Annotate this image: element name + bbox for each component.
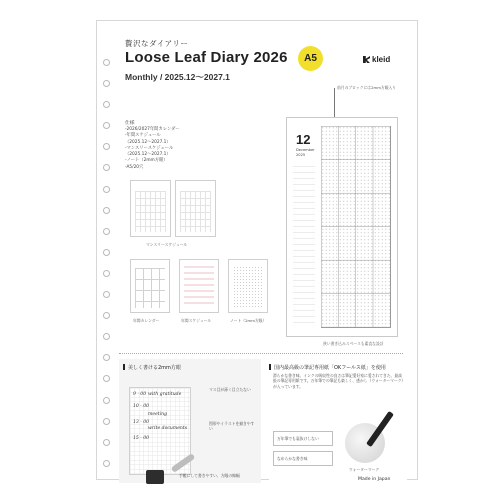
yearly-calendar-blocks bbox=[135, 268, 165, 308]
spec-list bbox=[125, 127, 235, 171]
binder-hole bbox=[103, 375, 110, 382]
binder-hole bbox=[103, 354, 110, 361]
spec-item: （2025.12〜2027.1） bbox=[125, 139, 171, 145]
binder-holes bbox=[103, 59, 110, 467]
paper-feature-box: 万年筆でも裏抜けしない bbox=[273, 431, 333, 446]
paper-feature-title: 国内最高級の筆記専用紙「OKフールス紙」を使用 bbox=[274, 365, 386, 371]
pen-icon bbox=[171, 453, 196, 473]
panel-title-marker bbox=[123, 364, 125, 370]
product-subtitle: Monthly / 2025.12〜2027.1 bbox=[125, 72, 230, 82]
handwriting-line: 9 · 00 bbox=[133, 392, 147, 397]
section-divider bbox=[119, 353, 403, 354]
handwriting-line: 15 · 00 bbox=[133, 436, 150, 441]
calendar-month-name: December bbox=[296, 148, 315, 152]
calendar-week-grid bbox=[321, 126, 391, 328]
binder-hole bbox=[103, 312, 110, 319]
monthly-page-thumbnail-right bbox=[175, 180, 216, 237]
binder-hole bbox=[103, 270, 110, 277]
binder-hole bbox=[103, 186, 110, 193]
binder-hole bbox=[103, 460, 110, 467]
handwriting-sample bbox=[129, 387, 191, 475]
binder-hole bbox=[103, 397, 110, 404]
spec-item: -マンスリースケジュール bbox=[125, 145, 174, 151]
monthly-thumbnail-label: マンスリースケジュール bbox=[146, 242, 188, 247]
binder-hole bbox=[103, 164, 110, 171]
binder-hole bbox=[103, 143, 110, 150]
grid-feature-panel bbox=[119, 359, 261, 483]
binder-hole bbox=[103, 80, 110, 87]
grid-feature-note: マス目が薄く目立たない bbox=[209, 387, 251, 392]
binder-hole bbox=[103, 228, 110, 235]
notes-dot-grid bbox=[233, 266, 263, 308]
binder-hole bbox=[103, 291, 110, 298]
spec-item: -年間スケジュール bbox=[125, 133, 161, 139]
handwriting-line: write documents bbox=[148, 426, 188, 431]
watermark-label: ウォーターマーク bbox=[349, 467, 380, 472]
yearly-schedule-label: 年間スケジュール bbox=[181, 318, 212, 323]
monthly-grid bbox=[180, 191, 211, 232]
binder-hole bbox=[103, 207, 110, 214]
yearly-calendar-label: 年間カレンダー bbox=[133, 318, 160, 323]
binder-hole bbox=[103, 333, 110, 340]
spec-item: （2025.12〜2027.1） bbox=[125, 152, 171, 158]
callout-grid-note: 前月のブロックには2mm方眼入り bbox=[337, 85, 397, 90]
calendar-month-number: 12 bbox=[296, 132, 311, 147]
monthly-page-preview bbox=[286, 117, 398, 337]
spec-item: -A5/20穴 bbox=[125, 164, 144, 170]
grid-feature-note: 図形やイラストを描きやすい bbox=[209, 421, 255, 432]
paper-feature-panel bbox=[269, 359, 407, 483]
handwriting-line: 13 · 00 bbox=[133, 420, 150, 425]
panel-title-marker bbox=[269, 364, 271, 370]
spec-heading: 仕様 bbox=[125, 121, 135, 126]
handwriting-line: meeting bbox=[148, 412, 168, 417]
calendar-year: 2025 bbox=[296, 153, 306, 157]
paper-description: 滑らかな書き味、インクの吸収性の良さは筆記愛好家に愛されてきた、最高級の筆記専用紙です。万年筆での筆記も楽しく、透かし（ウォーターマーク）が入っています。 bbox=[273, 373, 404, 389]
product-title: Loose Leaf Diary 2026 bbox=[125, 49, 288, 66]
binder-hole bbox=[103, 59, 110, 66]
grid-feature-title: 美しく書ける2mm方眼 bbox=[128, 365, 181, 371]
paper-feature-box: なめらかな書き味 bbox=[273, 451, 333, 466]
monthly-grid bbox=[135, 191, 166, 232]
size-badge: A5 bbox=[298, 46, 323, 71]
made-in-label: Made in Japan bbox=[358, 477, 391, 482]
ink-bottle-icon bbox=[146, 470, 164, 484]
spec-item: -2026/2027年間カレンダー bbox=[125, 127, 180, 132]
brand-logo bbox=[363, 55, 390, 64]
diary-product-sheet bbox=[96, 20, 418, 480]
monthly-page-thumbnail-left bbox=[130, 180, 171, 237]
kleid-logo-icon bbox=[363, 56, 370, 63]
binder-hole bbox=[103, 101, 110, 108]
calendar-notes-lines bbox=[293, 166, 315, 328]
callout-space-note: 狭い書き込みスペースも素直な設計 bbox=[323, 341, 384, 346]
japanese-title: 贅沢なダイアリー bbox=[125, 39, 189, 48]
binder-hole bbox=[103, 249, 110, 256]
yearly-schedule-thumbnail bbox=[179, 259, 219, 313]
binder-hole bbox=[103, 418, 110, 425]
notes-thumbnail bbox=[228, 259, 268, 313]
grid-feature-note: 手帳にして書きやすい、方眼の線幅 bbox=[179, 473, 240, 478]
handwriting-line: 10 · 00 bbox=[133, 404, 150, 409]
yearly-schedule-rows bbox=[184, 266, 214, 308]
spec-item: -ノート（2mm方眼） bbox=[125, 158, 168, 164]
binder-hole bbox=[103, 122, 110, 129]
yearly-calendar-thumbnail bbox=[130, 259, 170, 313]
brand-name: kleid bbox=[372, 55, 391, 64]
notes-label: ノート（2mm方眼） bbox=[230, 318, 267, 323]
handwriting-line: with gratitude bbox=[148, 392, 182, 397]
binder-hole bbox=[103, 439, 110, 446]
